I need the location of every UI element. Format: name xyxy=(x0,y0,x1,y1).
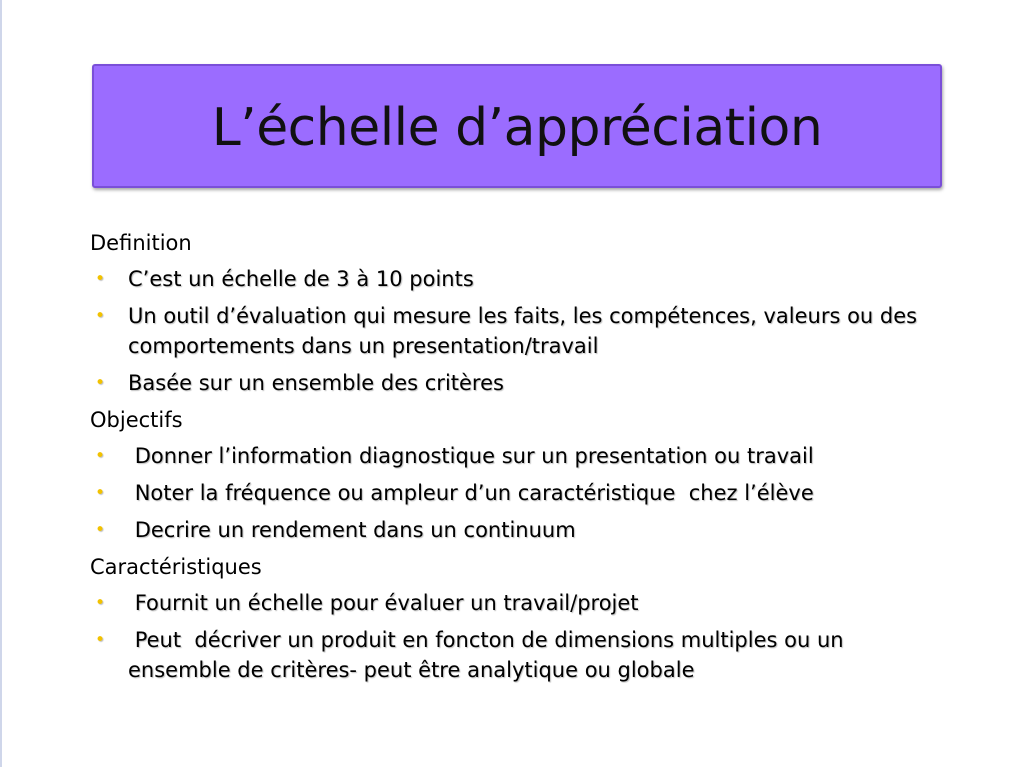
slide-content xyxy=(90,228,940,692)
bullet-text: Peut décriver un produit en foncton de dimensions multiples ou un ensemble de critères- peut être analytique ou globale xyxy=(128,628,851,682)
bullet-icon: • xyxy=(94,630,106,650)
bullet-item xyxy=(90,301,940,361)
bullet-icon: • xyxy=(94,520,106,540)
section-objectifs xyxy=(90,405,940,545)
bullet-text: Decrire un rendement dans un continuum xyxy=(128,518,576,542)
bullet-item xyxy=(90,478,940,508)
bullet-icon: • xyxy=(94,483,106,503)
slide-title: L’échelle d’appréciation xyxy=(211,98,823,158)
section-caracteristiques xyxy=(90,552,940,685)
section-heading: Caractéristiques xyxy=(90,555,262,579)
bullet-text: Un outil d’évaluation qui mesure les faits, les compétences, valeurs ou des comportements dans un presentation/travail xyxy=(128,304,924,358)
title-box xyxy=(92,64,942,188)
bullet-icon: • xyxy=(94,306,106,326)
bullet-list xyxy=(90,441,940,545)
bullet-item xyxy=(90,588,940,618)
bullet-text: Donner l’information diagnostique sur un presentation ou travail xyxy=(128,444,814,468)
bullet-text: Noter la fréquence ou ampleur d’un caractéristique chez l’élève xyxy=(128,481,814,505)
bullet-text: C’est un échelle de 3 à 10 points xyxy=(128,267,474,291)
section-heading: Objectifs xyxy=(90,408,183,432)
section-heading: Definition xyxy=(90,231,192,255)
bullet-item xyxy=(90,625,940,685)
bullet-icon: • xyxy=(94,373,106,393)
section-definition xyxy=(90,228,940,398)
bullet-item xyxy=(90,368,940,398)
bullet-text: Fournit un échelle pour évaluer un travail/projet xyxy=(128,591,639,615)
bullet-text: Basée sur un ensemble des critères xyxy=(128,371,504,395)
bullet-icon: • xyxy=(94,269,106,289)
bullet-item xyxy=(90,441,940,471)
bullet-list xyxy=(90,588,940,685)
bullet-list xyxy=(90,264,940,398)
bullet-item xyxy=(90,264,940,294)
bullet-item xyxy=(90,515,940,545)
bullet-icon: • xyxy=(94,446,106,466)
bullet-icon: • xyxy=(94,593,106,613)
